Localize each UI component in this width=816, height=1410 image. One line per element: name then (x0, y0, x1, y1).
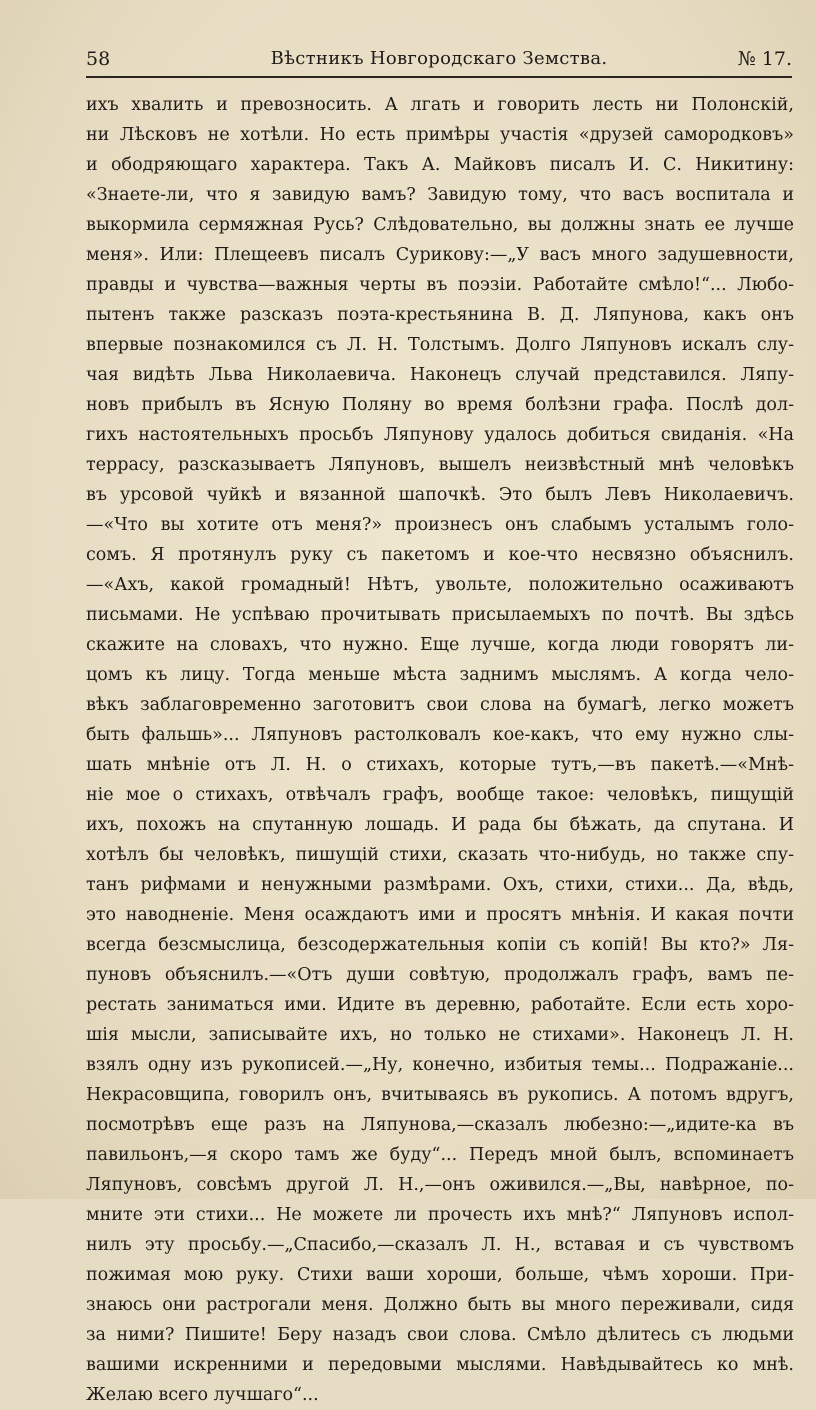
text-line: правды и чувства—важныя черты въ поэзіи. Работайте смѣло!“... Любо- (86, 275, 794, 295)
text-line: «Знаете-ли, что я завидую вамъ? Завидую тому, что васъ воспитала и (86, 185, 794, 205)
journal-title: Вѣстникъ Новгородскаго Земства. (270, 48, 608, 69)
text-line: цомъ къ лицу. Тогда меньше мѣста заднимъ мыслямъ. А когда чело- (86, 665, 794, 685)
text-line: павильонъ,—я скоро тамъ же буду“... Передъ мной былъ, вспоминаетъ (86, 1145, 794, 1165)
text-line: новъ прибылъ въ Ясную Поляну во время болѣзни графа. Послѣ дол- (86, 395, 794, 415)
text-line: вѣкъ заблаговременно заготовитъ свои слова на бумагѣ, легко можетъ (86, 695, 794, 715)
text-line: пытенъ также разсказъ поэта-крестьянина В. Д. Ляпунова, какъ онъ (86, 305, 794, 325)
text-line: ихъ хвалить и превозносить. А лгать и говорить лесть ни Полонскій, (86, 95, 794, 115)
text-line: вашими искренними и передовыми мыслями. Навѣдывайтесь ко мнѣ. (86, 1355, 794, 1375)
text-line: это наводненіе. Меня осаждаютъ ими и просятъ мнѣнія. И какая почти (86, 905, 794, 925)
text-line: мните эти стихи... Не можете ли прочесть ихъ мнѣ?“ Ляпуновъ испол- (86, 1205, 794, 1225)
text-line: и ободряющаго характера. Такъ А. Майковъ писалъ И. С. Никитину: (86, 155, 794, 175)
text-line: —«Ахъ, какой громадный! Нѣтъ, увольте, положительно осаживаютъ (86, 575, 794, 595)
text-line: пуновъ объяснилъ.—«Отъ души совѣтую, продолжалъ графъ, вамъ пе- (86, 965, 794, 985)
text-line: нилъ эту просьбу.—„Спасибо,—сказалъ Л. Н., вставая и съ чувствомъ (86, 1235, 794, 1255)
text-line: посмотрѣвъ еще разъ на Ляпунова,—сказалъ любезно:—„идите-ка въ (86, 1115, 794, 1135)
text-line: Желаю всего лучшаго“... (86, 1385, 319, 1405)
page-number: 58 (86, 48, 111, 70)
text-line: скажите на словахъ, что нужно. Еще лучше, когда люди говорятъ ли- (86, 635, 794, 655)
text-line: хотѣлъ бы человѣкъ, пишущій стихи, сказать что-нибудь, но также спу- (86, 845, 794, 865)
text-line: чая видѣть Льва Николаевича. Наконецъ случай представился. Ляпу- (86, 365, 794, 385)
text-line: ихъ, похожъ на спутанную лошадь. И рада бы бѣжать, да спутана. И (86, 815, 794, 835)
text-line: взялъ одну изъ рукописей.—„Ну, конечно, избитыя темы... Подражаніе... (86, 1055, 794, 1075)
text-line: меня». Или: Плещеевъ писалъ Сурикову:—„У васъ много задушевности, (86, 245, 794, 265)
text-line: сомъ. Я протянулъ руку съ пакетомъ и кое-что несвязно объяснилъ. (86, 545, 794, 565)
text-line: танъ рифмами и ненужными размѣрами. Охъ, стихи, стихи... Да, вѣдь, (86, 875, 794, 895)
text-line: шать мнѣніе отъ Л. Н. о стихахъ, которые тутъ,—въ пакетѣ.—«Мнѣ- (86, 755, 794, 775)
text-line: въ урсовой чуйкѣ и вязанной шапочкѣ. Это былъ Левъ Николаевичъ. (86, 485, 794, 505)
text-line: выкормила сермяжная Русь? Слѣдовательно, вы должны знать ее лучше (86, 215, 794, 235)
text-line: террасу, разсказываетъ Ляпуновъ, вышелъ неизвѣстный мнѣ человѣкъ (86, 455, 794, 475)
text-line: быть фальшь»... Ляпуновъ растолковалъ кое-какъ, что ему нужно слы- (86, 725, 794, 745)
text-line: ни Лѣсковъ не хотѣли. Но есть примѣры участія «друзей самородковъ» (86, 125, 794, 145)
text-line: гихъ настоятельныхъ просьбъ Ляпунову удалось добиться свиданія. «На (86, 425, 794, 445)
text-line: письмами. Не успѣваю прочитывать присылаемыхъ по почтѣ. Вы здѣсь (86, 605, 794, 625)
text-line: ніе мое о стихахъ, отвѣчалъ графъ, вообще такое: человѣкъ, пищущій (86, 785, 794, 805)
text-line: впервые познакомился съ Л. Н. Толстымъ. Долго Ляпуновъ искалъ слу- (86, 335, 794, 355)
text-line: рестать заниматься ими. Идите въ деревню, работайте. Если есть хоро- (86, 995, 794, 1015)
running-header (86, 44, 792, 78)
issue-number: № 17. (737, 48, 792, 70)
text-line: —«Что вы хотите отъ меня?» произнесъ онъ слабымъ усталымъ голо- (86, 515, 794, 535)
text-line: знаюсь они растрогали меня. Должно быть вы много переживали, сидя (86, 1295, 794, 1315)
text-line: Некрасовщипа, говорилъ онъ, вчитываясь въ рукопись. А потомъ вдругъ, (86, 1085, 794, 1105)
text-line: шія мысли, записывайте ихъ, но только не стихами». Наконецъ Л. Н. (86, 1025, 794, 1045)
text-line: всегда безсмыслица, безсодержательныя копіи съ копій! Вы кто?» Ля- (86, 935, 794, 955)
text-line: за ними? Пишите! Беру назадъ свои слова. Смѣло дѣлитесь съ людьми (86, 1325, 794, 1345)
text-line: пожимая мою руку. Стихи ваши хороши, больше, чѣмъ хороши. При- (86, 1265, 794, 1285)
body-text (86, 90, 794, 1410)
text-line: Ляпуновъ, совсѣмъ другой Л. Н.,—онъ оживился.—„Вы, навѣрное, по- (86, 1175, 794, 1195)
